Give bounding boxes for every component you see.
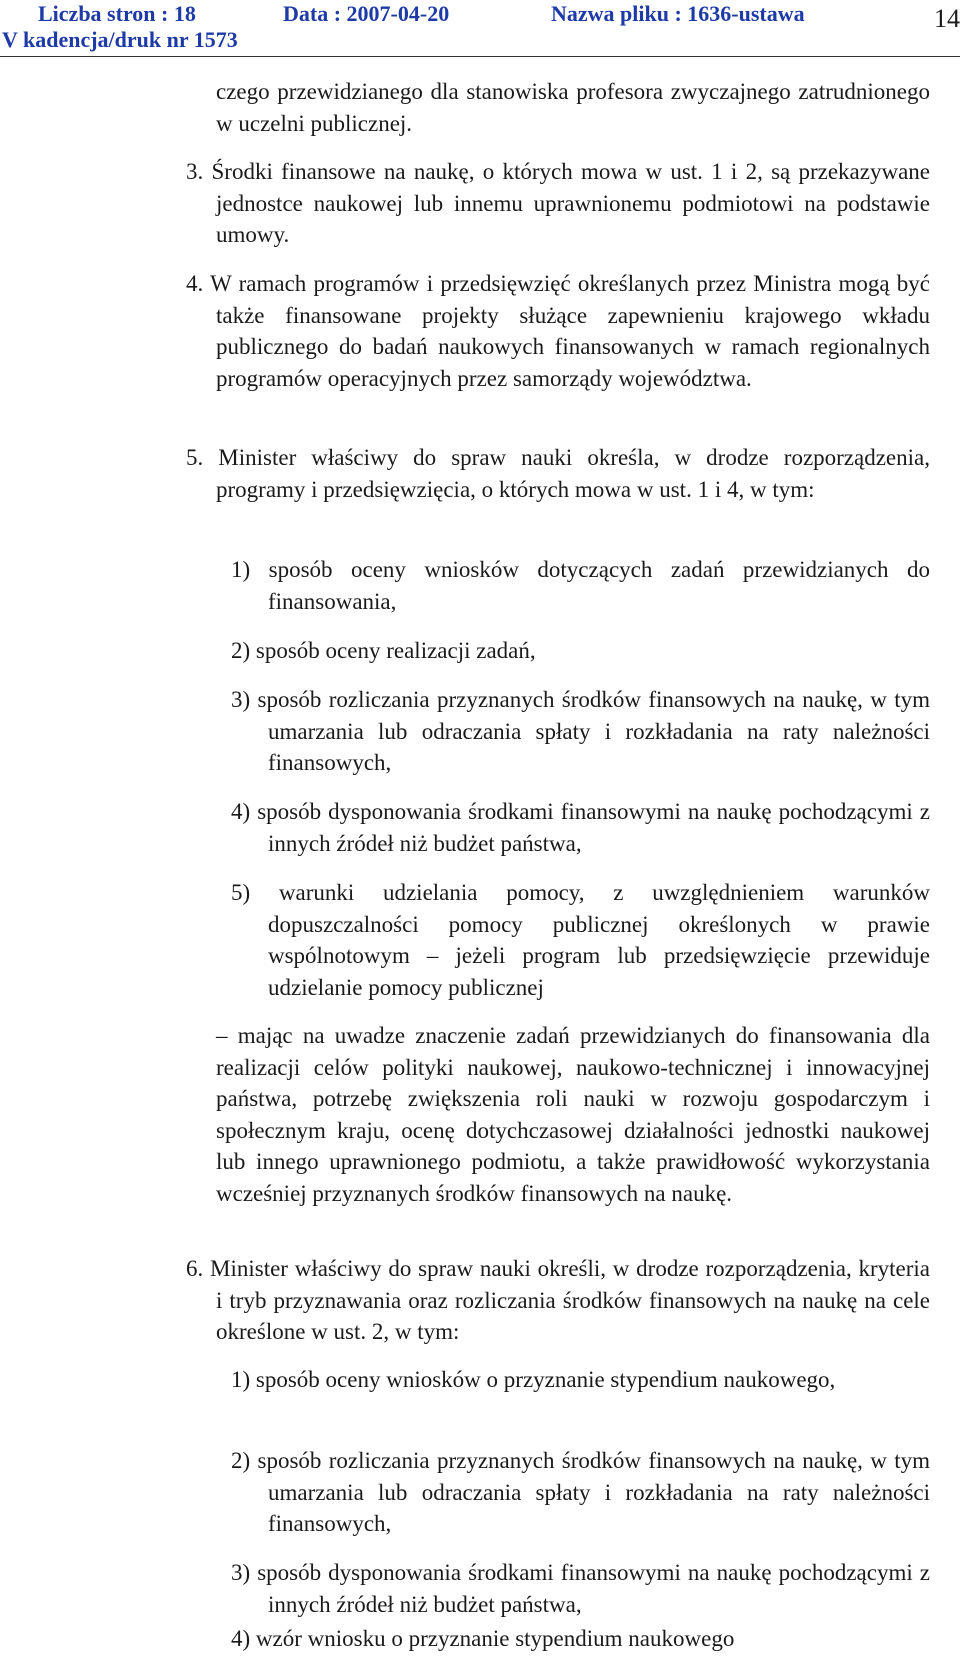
document-date: Data : 2007-04-20 <box>283 1 450 26</box>
paragraph-5-item-3: 3) sposób rozliczania przyznanych środków finansowych na naukę, w tym umarzania lub odraczania spłaty i rozkładania na raty należności finansowych, <box>231 687 930 775</box>
paragraph-5-item-1: 1) sposób oceny wniosków dotyczących zadań przewidzianych do finansowania, <box>231 557 930 614</box>
paragraph-5-closing: – mając na uwadze znaczenie zadań przewidzianych do finansowania dla realizacji celów polityki naukowej, naukowo-technicznej i innowacyjnej państwa, potrzebę zwiększenia roli nauki w rozwoju gospodarczym i społecznym kraju, ocenę dotychczasowej działalności jednostki naukowej lub innego uprawnionego podmiotu, a także prawidłowość wykorzystania wcześniej przyznanych środków finansowych na naukę. <box>216 1023 930 1206</box>
paragraph-5-item-5: 5) warunki udzielania pomocy, z uwzględnieniem warunków dopuszczalności pomocy publicznej określonych w prawie wspólnotowym – jeżeli program lub przedsięwzięcie przewiduje udzielanie pomocy publicznej <box>231 880 930 1000</box>
paragraph-6-item-3: 3) sposób dysponowania środkami finansowymi na naukę pochodzącymi z innych źródeł niż budżet państwa, <box>231 1560 930 1617</box>
term-print-number: V kadencja/druk nr 1573 <box>2 27 238 52</box>
header-divider <box>0 56 960 57</box>
paragraph-6-item-4: 4) wzór wniosku o przyznanie stypendium naukowego <box>231 1626 735 1651</box>
paragraph-continuation: czego przewidzianego dla stanowiska profesora zwyczajnego zatrudnionego w uczelni publicznej. <box>216 79 930 136</box>
paragraph-6: 6. Minister właściwy do spraw nauki określi, w drodze rozporządzenia, kryteria i tryb przyznawania oraz rozliczania środków finansowych na naukę na cele określone w ust. 2, w tym: <box>186 1256 930 1344</box>
paragraph-3: 3. Środki finansowe na naukę, o których mowa w ust. 1 i 2, są przekazywane jednostce naukowej lub innemu uprawnionemu podmiotowi na podstawie umowy. <box>186 159 930 247</box>
paragraph-6-item-2: 2) sposób rozliczania przyznanych środków finansowych na naukę, w tym umarzania lub odraczania spłaty i rozkładania na raty należności finansowych, <box>231 1448 930 1536</box>
file-name: Nazwa pliku : 1636-ustawa <box>551 1 805 26</box>
paragraph-5-item-4: 4) sposób dysponowania środkami finansowymi na naukę pochodzącymi z innych źródeł niż budżet państwa, <box>231 799 930 856</box>
paragraph-5-item-2: 2) sposób oceny realizacji zadań, <box>231 638 536 663</box>
paragraph-4: 4. W ramach programów i przedsięwzięć określanych przez Ministra mogą być także finansowane projekty służące zapewnieniu krajowego wkładu publicznego do badań naukowych finansowanych w ramach regionalnych programów operacyjnych przez samorządy województwa. <box>186 271 930 391</box>
page-number: 14 <box>934 4 960 33</box>
paragraph-5: 5. Minister właściwy do spraw nauki określa, w drodze rozporządzenia, programy i przedsięwzięcia, o których mowa w ust. 1 i 4, w tym: <box>186 445 930 502</box>
page-count: Liczba stron : 18 <box>38 1 196 26</box>
paragraph-6-item-1: 1) sposób oceny wniosków o przyznanie stypendium naukowego, <box>231 1367 836 1392</box>
